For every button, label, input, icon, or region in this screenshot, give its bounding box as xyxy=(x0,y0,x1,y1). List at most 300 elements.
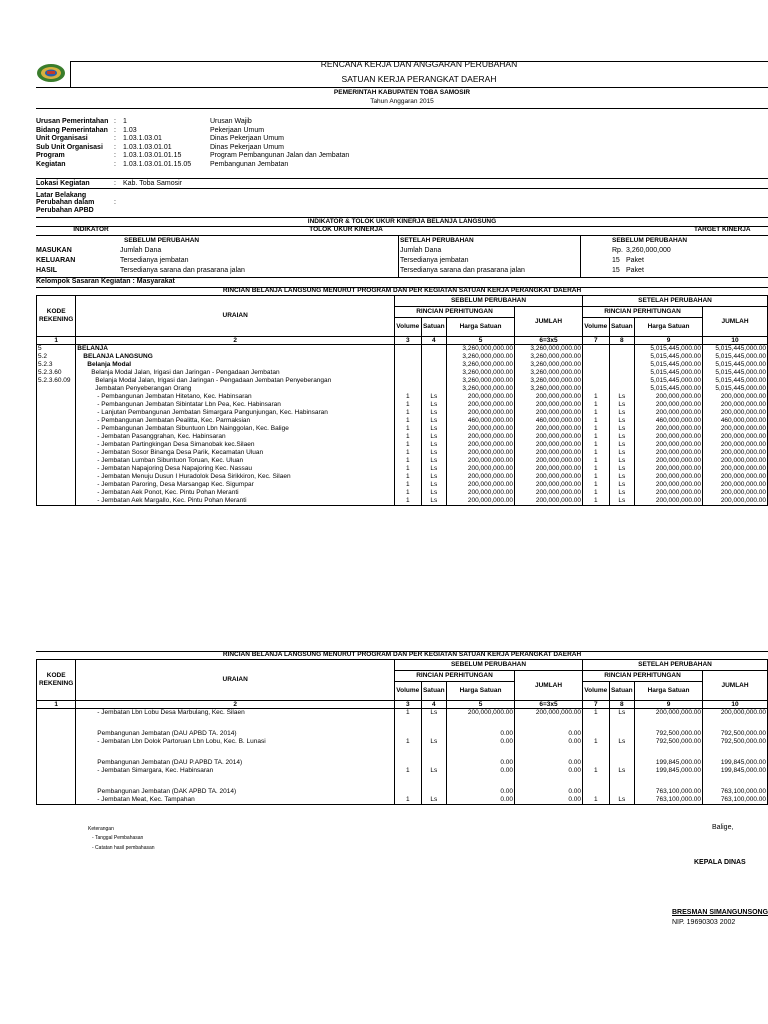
kode-cell xyxy=(37,449,76,457)
column-number: 5 xyxy=(447,701,515,709)
indikator-col-header: INDIKATOR xyxy=(73,226,109,233)
jumlah-cell: 200,000,000.00 xyxy=(703,425,768,433)
keterangan-item-1: - Tanggal Pembahasan xyxy=(92,835,144,841)
satuan-cell xyxy=(609,759,634,767)
jumlah-cell: 3,260,000,000.00 xyxy=(515,353,583,361)
satuan-cell: Ls xyxy=(609,709,634,718)
satuan-cell xyxy=(609,730,634,738)
jumlah-cell xyxy=(515,775,583,788)
info-label: Urusan Pemerintahan xyxy=(36,118,109,125)
column-number: 7 xyxy=(583,337,610,345)
table-row xyxy=(37,425,768,433)
tolok-setelah: Tersedianya sarana dan prasarana jalan xyxy=(400,267,525,274)
info-code: 1.03.1.03.01.01 xyxy=(123,143,172,151)
table-row xyxy=(37,449,768,457)
uraian-cell: - Lanjutan Pembangunan Jembatan Simargara Pangunjungan, Kec. Habinsaran xyxy=(76,409,395,417)
volume-cell: 1 xyxy=(583,425,610,433)
kode-cell xyxy=(37,465,76,473)
volume-cell: 1 xyxy=(395,796,422,805)
volume-cell: 1 xyxy=(583,457,610,465)
satuan-cell xyxy=(609,746,634,759)
jumlah-cell: 5,015,445,000.00 xyxy=(703,385,768,393)
volume-cell: 1 xyxy=(395,767,422,775)
jumlah-cell: 200,000,000.00 xyxy=(515,489,583,497)
jumlah-cell: 200,000,000.00 xyxy=(515,433,583,441)
uraian-cell: Belanja Modal xyxy=(76,361,395,369)
satuan-cell: Ls xyxy=(609,401,634,409)
table-row xyxy=(37,767,768,775)
volume-cell xyxy=(395,377,422,385)
kode-cell xyxy=(37,417,76,425)
info-label: Sub Unit Organisasi xyxy=(36,143,103,151)
volume-cell: 1 xyxy=(583,449,610,457)
volume-header: Volume xyxy=(583,318,610,337)
satuan-cell: Ls xyxy=(609,457,634,465)
satuan-cell: Ls xyxy=(609,449,634,457)
indikator-name: MASUKAN xyxy=(36,247,72,254)
volume-cell xyxy=(395,775,422,788)
harga-satuan-cell: 200,000,000.00 xyxy=(447,473,515,481)
harga-satuan-cell: 200,000,000.00 xyxy=(635,401,703,409)
target-unit: 15 xyxy=(612,257,620,264)
satuan-cell: Ls xyxy=(609,738,634,746)
harga-satuan-cell: 200,000,000.00 xyxy=(447,709,515,718)
volume-cell: 1 xyxy=(395,457,422,465)
volume-cell xyxy=(395,730,422,738)
jumlah-cell: 200,000,000.00 xyxy=(515,497,583,506)
harga-satuan-cell: 200,000,000.00 xyxy=(447,465,515,473)
harga-satuan-cell: 200,000,000.00 xyxy=(447,433,515,441)
table-row xyxy=(37,473,768,481)
harga-satuan-cell: 200,000,000.00 xyxy=(447,449,515,457)
jumlah-cell: 200,000,000.00 xyxy=(703,441,768,449)
kode-cell xyxy=(37,775,76,788)
uraian-cell: - Jembatan Aek Ponot, Kec. Pintu Pohan Meranti xyxy=(76,489,395,497)
column-number: 8 xyxy=(609,701,634,709)
setelah-header: SETELAH PERUBAHAN xyxy=(400,237,474,244)
uraian-cell: - Jembatan Menuju Dusun I Huradolok Desa Sirikkiron, Kec. Silaen xyxy=(76,473,395,481)
column-number: 2 xyxy=(76,337,395,345)
uraian-cell: - Jembatan Lbn Lobu Desa Marbulang, Kec. Silaen xyxy=(76,709,395,718)
harga-satuan-cell: 200,000,000.00 xyxy=(635,393,703,401)
volume-cell: 1 xyxy=(583,489,610,497)
kode-cell xyxy=(37,441,76,449)
kode-cell xyxy=(37,709,76,718)
jumlah-cell: 0.00 xyxy=(515,767,583,775)
jumlah-cell: 200,000,000.00 xyxy=(515,457,583,465)
column-number: 1 xyxy=(37,337,76,345)
jumlah-cell xyxy=(703,746,768,759)
jumlah-header: JUMLAH xyxy=(703,307,768,337)
column-number: 6=3x5 xyxy=(515,701,583,709)
harga-satuan-cell: 200,000,000.00 xyxy=(447,497,515,506)
tolok-setelah: Jumlah Dana xyxy=(400,247,442,254)
uraian-cell: - Jembatan Pasanggrahan, Kec. Habinsaran xyxy=(76,433,395,441)
satuan-cell: Ls xyxy=(421,465,446,473)
signature-place: Balige, xyxy=(712,824,734,831)
harga-satuan-cell: 3,260,000,000.00 xyxy=(447,385,515,393)
volume-cell: 1 xyxy=(395,497,422,506)
jumlah-cell: 200,000,000.00 xyxy=(703,393,768,401)
satuan-header: Satuan xyxy=(609,318,634,337)
harga-satuan-cell: 200,000,000.00 xyxy=(635,425,703,433)
sebelum-header: SEBELUM PERUBAHAN xyxy=(124,237,200,244)
target-col-header: TARGET KINERJA xyxy=(694,226,751,233)
volume-cell xyxy=(583,746,610,759)
volume-cell xyxy=(395,385,422,393)
harga-satuan-cell: 200,000,000.00 xyxy=(635,465,703,473)
indikator-divider xyxy=(398,235,399,277)
fiscal-year: Tahun Anggaran 2015 xyxy=(370,98,434,105)
kode-cell: 5.2.3 xyxy=(37,361,76,369)
jumlah-cell: 200,000,000.00 xyxy=(703,481,768,489)
kode-cell xyxy=(37,730,76,738)
volume-cell xyxy=(583,385,610,393)
column-number: 3 xyxy=(395,337,422,345)
volume-cell: 1 xyxy=(583,497,610,506)
jumlah-cell: 200,000,000.00 xyxy=(515,709,583,718)
volume-cell: 1 xyxy=(583,738,610,746)
satuan-cell xyxy=(421,353,446,361)
jumlah-cell: 763,100,000.00 xyxy=(703,796,768,805)
jumlah-cell: 199,845,000.00 xyxy=(703,759,768,767)
satuan-cell xyxy=(421,377,446,385)
document-subtitle: SATUAN KERJA PERANGKAT DAERAH xyxy=(341,74,497,84)
harga-satuan-cell xyxy=(447,775,515,788)
volume-cell: 1 xyxy=(395,417,422,425)
volume-cell xyxy=(395,345,422,354)
satuan-cell xyxy=(609,353,634,361)
kode-cell xyxy=(37,393,76,401)
harga-satuan-cell: 200,000,000.00 xyxy=(635,409,703,417)
jumlah-cell: 200,000,000.00 xyxy=(703,709,768,718)
harga-satuan-cell: 199,845,000.00 xyxy=(635,759,703,767)
jumlah-cell: 200,000,000.00 xyxy=(703,433,768,441)
volume-cell xyxy=(583,361,610,369)
column-number: 4 xyxy=(421,337,446,345)
kode-cell xyxy=(37,457,76,465)
tolok-sebelum: Tersedianya jembatan xyxy=(120,257,189,264)
jumlah-cell: 200,000,000.00 xyxy=(703,409,768,417)
volume-cell xyxy=(583,759,610,767)
info-colon: : xyxy=(114,152,116,160)
kode-cell xyxy=(37,433,76,441)
info-label: Program xyxy=(36,152,65,160)
harga-satuan-cell: 3,260,000,000.00 xyxy=(447,353,515,361)
volume-cell xyxy=(583,369,610,377)
jumlah-header: JUMLAH xyxy=(515,671,583,701)
satuan-cell: Ls xyxy=(421,709,446,718)
harga-satuan-cell: 3,260,000,000.00 xyxy=(447,345,515,354)
uraian-cell: Pembangunan Jembatan (DAK APBD TA. 2014) xyxy=(76,788,395,796)
satuan-cell xyxy=(609,775,634,788)
setelah-perubahan-header: SETELAH PERUBAHAN xyxy=(583,296,768,307)
latar-label-3: Perubahan APBD xyxy=(36,207,94,214)
document-title: RENCANA KERJA DAN ANGGARAN PERUBAHAN xyxy=(320,59,518,69)
satuan-cell xyxy=(421,345,446,354)
satuan-cell xyxy=(609,385,634,393)
volume-cell xyxy=(395,717,422,730)
lokasi-rule xyxy=(36,188,768,189)
satuan-cell: Ls xyxy=(421,497,446,506)
satuan-cell xyxy=(421,385,446,393)
table-row xyxy=(37,369,768,377)
jumlah-cell: 3,260,000,000.00 xyxy=(515,369,583,377)
table-row xyxy=(37,738,768,746)
satuan-cell: Ls xyxy=(421,489,446,497)
harga-satuan-cell: 5,015,445,000.00 xyxy=(635,361,703,369)
volume-cell xyxy=(583,788,610,796)
satuan-cell: Ls xyxy=(609,497,634,506)
volume-header: Volume xyxy=(395,318,422,337)
table-row xyxy=(37,709,768,718)
harga-satuan-cell: 200,000,000.00 xyxy=(635,481,703,489)
info-label: Unit Organisasi xyxy=(36,135,88,143)
satuan-cell: Ls xyxy=(421,393,446,401)
satuan-cell xyxy=(421,361,446,369)
satuan-cell: Ls xyxy=(609,489,634,497)
harga-satuan-cell: 0.00 xyxy=(447,730,515,738)
harga-satuan-cell: 5,015,445,000.00 xyxy=(635,377,703,385)
harga-satuan-cell: 200,000,000.00 xyxy=(447,441,515,449)
volume-cell: 1 xyxy=(583,465,610,473)
uraian-cell: - Pembangunan Jembatan Hitetano, Kec. Habinsaran xyxy=(76,393,395,401)
kode-cell xyxy=(37,759,76,767)
volume-cell xyxy=(583,775,610,788)
kode-cell xyxy=(37,409,76,417)
jumlah-cell: 5,015,445,000.00 xyxy=(703,377,768,385)
jumlah-header: JUMLAH xyxy=(703,671,768,701)
info-code: 1.03.1.03.01 xyxy=(123,135,162,143)
info-colon: : xyxy=(114,143,116,151)
volume-cell: 1 xyxy=(583,433,610,441)
harga-satuan-cell: 3,260,000,000.00 xyxy=(447,369,515,377)
indikator-name: KELUARAN xyxy=(36,257,76,264)
jumlah-cell: 200,000,000.00 xyxy=(515,409,583,417)
jumlah-cell xyxy=(515,746,583,759)
uraian-cell: BELANJA xyxy=(76,345,395,354)
volume-cell: 1 xyxy=(395,433,422,441)
jumlah-cell: 763,100,000.00 xyxy=(703,788,768,796)
jumlah-cell: 200,000,000.00 xyxy=(703,489,768,497)
info-value: Urusan Wajib xyxy=(210,118,252,125)
volume-cell xyxy=(395,353,422,361)
table-row xyxy=(37,353,768,361)
jumlah-cell: 3,260,000,000.00 xyxy=(515,361,583,369)
volume-cell xyxy=(583,353,610,361)
uraian-cell: Pembangunan Jembatan (DAU P.APBD TA. 2014) xyxy=(76,759,395,767)
satuan-cell: Ls xyxy=(421,425,446,433)
jumlah-cell: 200,000,000.00 xyxy=(703,465,768,473)
satuan-cell: Ls xyxy=(421,401,446,409)
target-value: Paket xyxy=(626,267,644,274)
column-number: 10 xyxy=(703,701,768,709)
table-row xyxy=(37,759,768,767)
tolok-sebelum: Tersedianya sarana dan prasarana jalan xyxy=(120,267,245,274)
kode-cell xyxy=(37,796,76,805)
harga-satuan-header: Harga Satuan xyxy=(635,682,703,701)
jumlah-cell: 0.00 xyxy=(515,788,583,796)
kelompok-sasaran: Kelompok Sasaran Kegiatan : Masyarakat xyxy=(36,278,175,285)
signature-title: KEPALA DINAS xyxy=(694,859,746,866)
kode-cell: 5.2.3.60.09 xyxy=(37,377,76,385)
volume-header: Volume xyxy=(583,682,610,701)
jumlah-cell: 200,000,000.00 xyxy=(515,401,583,409)
kode-cell xyxy=(37,489,76,497)
rincian-table xyxy=(36,295,768,506)
target-unit: 15 xyxy=(612,267,620,274)
government-name: PEMERINTAH KABUPATEN TOBA SAMOSIR xyxy=(333,89,471,96)
rincian-title-2: RINCIAN BELANJA LANGSUNG MENURUT PROGRAM DAN PER KEGIATAN SATUAN KERJA PERANGKAT DAERAH xyxy=(222,651,582,658)
satuan-cell: Ls xyxy=(421,409,446,417)
info-code: 1.03.1.03.01.01.15.05 xyxy=(123,161,192,168)
jumlah-cell: 792,500,000.00 xyxy=(703,738,768,746)
jumlah-cell: 792,500,000.00 xyxy=(703,730,768,738)
info-code: 1.03 xyxy=(123,126,137,134)
satuan-cell: Ls xyxy=(421,767,446,775)
indikator-title: INDIKATOR & TOLOK UKUR KINERJA BELANJA LANGSUNG xyxy=(307,218,497,225)
table-row xyxy=(37,796,768,805)
satuan-cell xyxy=(609,788,634,796)
volume-cell: 1 xyxy=(395,481,422,489)
harga-satuan-cell xyxy=(635,775,703,788)
jumlah-cell: 200,000,000.00 xyxy=(515,393,583,401)
harga-satuan-cell: 200,000,000.00 xyxy=(635,489,703,497)
harga-satuan-cell: 460,000,000.00 xyxy=(447,417,515,425)
satuan-cell: Ls xyxy=(421,457,446,465)
table-row xyxy=(37,465,768,473)
uraian-cell: - Jembatan Partingkingan Desa Simanobak kec.Silaen xyxy=(76,441,395,449)
harga-satuan-cell: 3,260,000,000.00 xyxy=(447,361,515,369)
volume-cell: 1 xyxy=(583,409,610,417)
harga-satuan-cell: 5,015,445,000.00 xyxy=(635,353,703,361)
volume-cell xyxy=(395,369,422,377)
jumlah-cell: 460,000,000.00 xyxy=(515,417,583,425)
info-value: Program Pembangunan Jalan dan Jembatan xyxy=(210,152,350,160)
volume-cell xyxy=(395,759,422,767)
volume-cell: 1 xyxy=(395,393,422,401)
harga-satuan-cell: 200,000,000.00 xyxy=(447,393,515,401)
table-row xyxy=(37,433,768,441)
harga-satuan-cell: 200,000,000.00 xyxy=(635,433,703,441)
harga-satuan-cell: 0.00 xyxy=(447,788,515,796)
harga-satuan-cell: 3,260,000,000.00 xyxy=(447,377,515,385)
target-value: 3,260,000,000 xyxy=(626,247,671,254)
satuan-cell: Ls xyxy=(609,417,634,425)
satuan-cell: Ls xyxy=(609,473,634,481)
info-label: Bidang Pemerintahan xyxy=(36,126,108,134)
table-row xyxy=(37,417,768,425)
latar-colon: : xyxy=(114,199,116,206)
info-colon: : xyxy=(114,135,116,143)
target-value: Paket xyxy=(626,257,644,264)
volume-cell: 1 xyxy=(395,709,422,718)
harga-satuan-cell: 0.00 xyxy=(447,796,515,805)
column-number: 9 xyxy=(635,701,703,709)
satuan-cell xyxy=(421,775,446,788)
kode-cell xyxy=(37,473,76,481)
satuan-cell: Ls xyxy=(609,409,634,417)
harga-satuan-cell xyxy=(635,717,703,730)
satuan-cell: Ls xyxy=(609,393,634,401)
uraian-cell: - Jembatan Napajoring Desa Napajoring Kec. Nassau xyxy=(76,465,395,473)
jumlah-cell: 199,845,000.00 xyxy=(703,767,768,775)
lokasi-rule xyxy=(36,178,768,179)
volume-cell: 1 xyxy=(583,796,610,805)
info-code: 1 xyxy=(123,118,127,125)
latar-label-1: Latar Belakang xyxy=(36,192,87,199)
satuan-cell: Ls xyxy=(609,796,634,805)
header-rule xyxy=(36,87,768,88)
info-colon: : xyxy=(114,161,116,168)
kode-cell xyxy=(37,481,76,489)
sebelum-perubahan-header: SEBELUM PERUBAHAN xyxy=(395,296,583,307)
harga-satuan-cell: 200,000,000.00 xyxy=(447,409,515,417)
rincian-perhitungan-header: RINCIAN PERHITUNGAN xyxy=(395,307,515,318)
harga-satuan-cell xyxy=(635,746,703,759)
satuan-header: Satuan xyxy=(421,682,446,701)
satuan-cell xyxy=(609,369,634,377)
rincian-perhitungan-header: RINCIAN PERHITUNGAN xyxy=(395,671,515,682)
kode-cell xyxy=(37,746,76,759)
harga-satuan-cell: 5,015,445,000.00 xyxy=(635,385,703,393)
uraian-cell: - Jembatan Aek Margallo, Kec. Pintu Pohan Meranti xyxy=(76,497,395,506)
lokasi-colon: : xyxy=(114,180,116,187)
uraian-cell: - Pembangunan Jembatan Pealitta, Kec. Parmaksian xyxy=(76,417,395,425)
satuan-cell xyxy=(421,759,446,767)
harga-satuan-cell: 763,100,000.00 xyxy=(635,796,703,805)
info-value: Dinas Pekerjaan Umum xyxy=(210,135,284,143)
uraian-cell: - Jembatan Lbn Dolok Partoruan Lbn Lobu, Kec. B. Lunasi xyxy=(76,738,395,746)
satuan-cell: Ls xyxy=(609,767,634,775)
column-number: 9 xyxy=(635,337,703,345)
jumlah-cell: 200,000,000.00 xyxy=(515,481,583,489)
kode-cell: 5.2.3.60 xyxy=(37,369,76,377)
table-row xyxy=(37,730,768,738)
uraian-cell: Belanja Modal Jalan, Irigasi dan Jaringan - Pengadaan Jembatan xyxy=(76,369,395,377)
uraian-cell: Belanja Modal Jalan, Irigasi dan Jaringan - Pengadaan Jembatan Penyeberangan xyxy=(76,377,395,385)
volume-cell xyxy=(395,361,422,369)
harga-satuan-cell: 0.00 xyxy=(447,738,515,746)
harga-satuan-cell: 199,845,000.00 xyxy=(635,767,703,775)
sebelum-perubahan-header: SEBELUM PERUBAHAN xyxy=(395,660,583,671)
satuan-cell xyxy=(609,717,634,730)
jumlah-cell: 200,000,000.00 xyxy=(515,465,583,473)
jumlah-cell: 200,000,000.00 xyxy=(703,401,768,409)
jumlah-cell: 0.00 xyxy=(515,738,583,746)
volume-cell xyxy=(583,377,610,385)
table-row xyxy=(37,717,768,730)
column-number: 1 xyxy=(37,701,76,709)
lokasi-value: Kab. Toba Samosir xyxy=(123,180,183,187)
satuan-cell: Ls xyxy=(421,796,446,805)
jumlah-cell: 3,260,000,000.00 xyxy=(515,345,583,354)
kode-cell xyxy=(37,767,76,775)
uraian-cell: - Jembatan Lumban Sibuntuon Toruan, Kec. Uluan xyxy=(76,457,395,465)
table-row xyxy=(37,788,768,796)
volume-cell: 1 xyxy=(395,409,422,417)
info-value: Dinas Pekerjaan Umum xyxy=(210,143,284,151)
satuan-cell: Ls xyxy=(609,441,634,449)
volume-cell xyxy=(395,746,422,759)
satuan-cell xyxy=(421,788,446,796)
uraian-cell: - Pembangunan Jembatan Sibuntuon Lbn Nainggolan, Kec. Balige xyxy=(76,425,395,433)
satuan-header: Satuan xyxy=(421,318,446,337)
jumlah-cell xyxy=(515,717,583,730)
uraian-cell: - Jembatan Paroring, Desa Marsangap Kec. Sigumpar xyxy=(76,481,395,489)
satuan-cell: Ls xyxy=(609,465,634,473)
column-number: 7 xyxy=(583,701,610,709)
